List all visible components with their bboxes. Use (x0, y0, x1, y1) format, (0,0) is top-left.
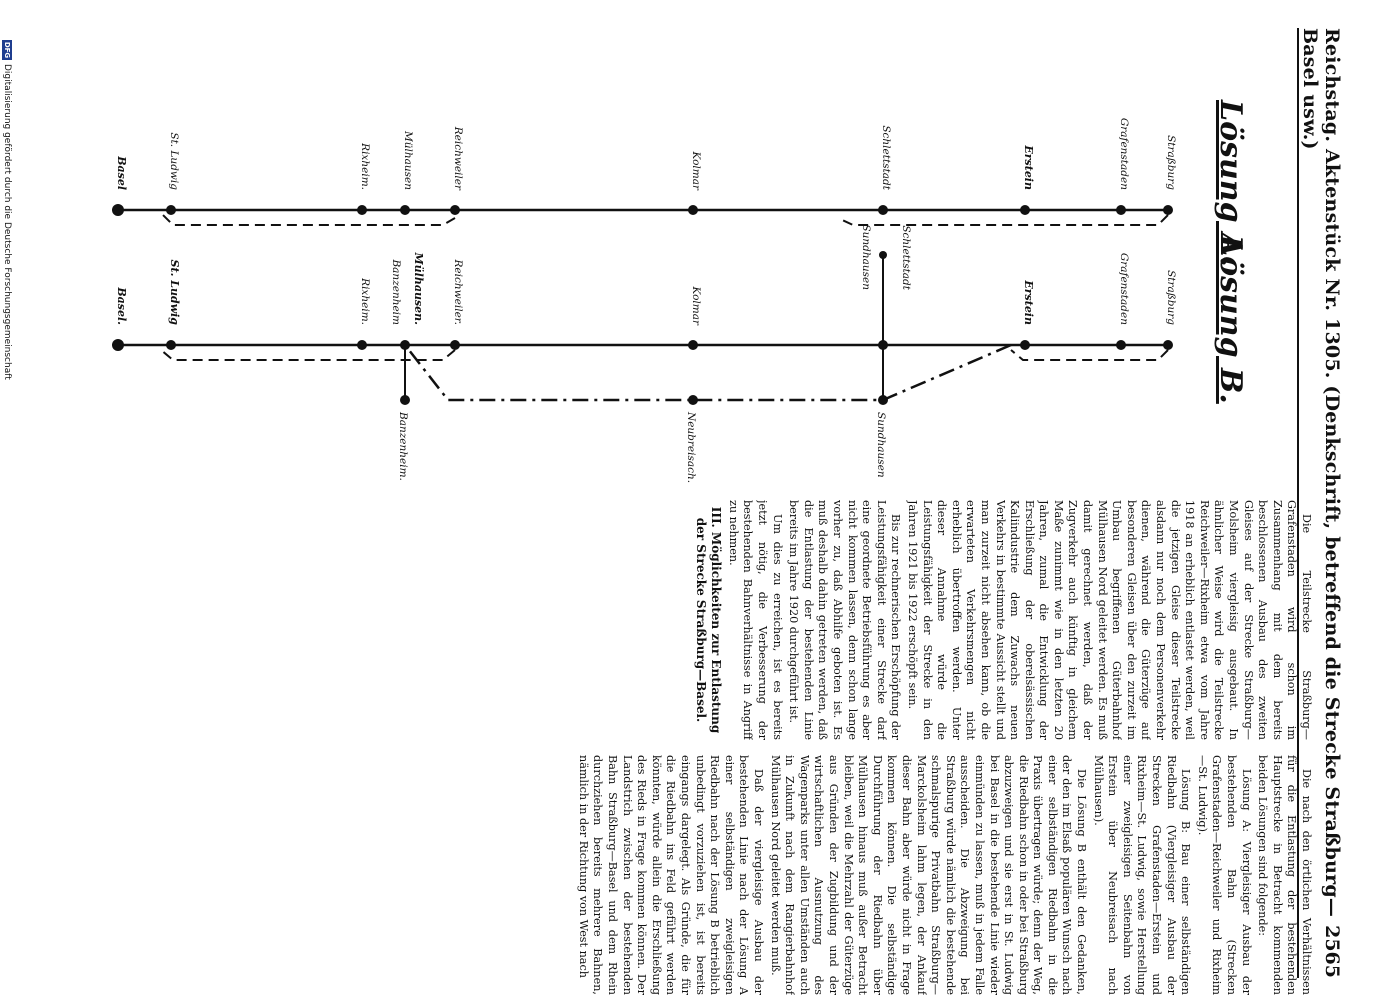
label-b-kolmar: Kolmar (690, 286, 702, 325)
station-b-neubreisach (688, 395, 698, 405)
label-b-schlettstadt: Schlettstadt (900, 225, 912, 290)
label-b-st-ludwig: St. Ludwig (168, 259, 181, 325)
station-b-muelhausen (400, 340, 410, 350)
label-b-basel: Basel. (115, 287, 128, 325)
paragraph: Die Teilstrecke Straßburg—Grafenstaden wird schon im Zusammenhang mit dem bereits beschlossenen Ausbau des zweiten Gleises auf der Strecke Straßburg—Molsheim viergleisig ausgebaut. In ähnlicher Weise wird die Teilstrecke Reichweiler—Rixheim etwa vom Jahre 1918 an erheblich entlastet werden, weil die jetzigen Gleise dieser Teilstrecke alsdann nur noch dem Personenverkehr dienen, während die Güterzüge auf besonderen Gleisen über den zurzeit im Umbau begriffenen Güterbahnhof Mülhausen Nord geleitet werden. Es muß damit gerechnet werden, daß der Zugverkehr auch künftig in gleichem Maße zunimmt wie in den letzten 20 Jahren, zumal die Entwicklung der Erschließung der oberelsässischen Kaliindustrie dem Zuwachs neuen Verkehrs in bestimmte Aussicht stellt und man zurzeit nicht absehen kann, ob die erwarteten Verkehrsmengen nicht erheblich übertroffen werden. Unter dieser Annahme würde die Leistungsfähigkeit der Strecke in den Jahren 1921 bis 1922 erschöpft sein. (905, 500, 1313, 740)
station-a-rixheim (357, 205, 367, 215)
paragraph: Lösung A: Viergleisiger Ausbau der bestehenden Bahn (Strecken Grafenstaden—Reichweiler und Rixheim—St. Ludwig). (1195, 755, 1253, 995)
label-a-grafenstaden: Grafenstaden (1118, 117, 1130, 190)
station-a-schlettstadt (878, 205, 888, 215)
label-a-reichweiler: Reichweiler (452, 126, 464, 190)
label-b-banzenheim: Banzenheim. (397, 412, 409, 481)
solution-b-label: Lösung B. (1213, 235, 1248, 404)
label-b-grafenstaden: Grafenstaden (1118, 252, 1130, 325)
label-a-rixheim: Rixheim. (359, 143, 371, 190)
label-b-strassburg: Straßburg (1165, 270, 1177, 325)
station-a-strassburg (1163, 205, 1173, 215)
paragraph: Um dies zu erreichen, ist es bereits jetzt nötig, die Verbesserung der bestehenden Bahnverhältnisse in Angriff zu nehmen. (726, 500, 784, 740)
station-a-erstein (1020, 205, 1030, 215)
label-a-erstein: Erstein (1022, 145, 1035, 190)
solution-a-label: Lösung A. (1213, 100, 1248, 267)
label-a-strassburg: Straßburg (1165, 135, 1177, 190)
labels-a (115, 118, 1177, 191)
label-b-muelhausen: Mülhausen. (412, 252, 425, 325)
station-a-st-ludwig (166, 205, 176, 215)
station-b-st-ludwig (166, 340, 176, 350)
label-a-kolmar: Kolmar (690, 151, 702, 190)
label-b-sundhausen-small: Sundhausen (860, 224, 872, 290)
station-b-rixheim (357, 340, 367, 350)
paragraph: Bis zur rechnerischen Erschöpfung der Leistungsfähigkeit einer Strecke darf eine geordnete Betriebsführung es aber nicht kommen lassen, denn schon lange vorher zu, daß Abhilfe geboten ist. Es muß deshalb dahin getreten werden, daß die Entlastung der bestehenden Linie bereits im Jahre 1920 durchgeführt ist. (787, 500, 903, 740)
line-b-riedbahn (405, 345, 1011, 400)
label-a-schlettstadt: Schlettstadt (880, 125, 892, 190)
station-b-sundhausen-small (879, 251, 887, 259)
stations-b (112, 251, 1173, 405)
station-b-schlettstadt (878, 340, 888, 350)
paragraph: Die nach den örtlichen Verhältnissen für die Entlastung der bestehenden Hauptstrecke in Betracht kommenden beiden Lösungen sind folgende: (1256, 755, 1313, 995)
station-b-erstein (1020, 340, 1030, 350)
station-b-reichweiler (450, 340, 460, 350)
label-b-neubreisach: Neubreisach. (685, 412, 697, 484)
station-a-grafenstaden (1116, 205, 1126, 215)
label-a-basel: Basel (115, 156, 128, 190)
section-heading: III. Möglichkeiten zur Entlastung der Strecke Straßburg—Basel. (694, 506, 724, 734)
station-a-basel (112, 204, 124, 216)
station-b-sundhausen (878, 395, 888, 405)
station-b-banzenheim (400, 395, 410, 405)
paragraph: Die Lösung B enthält den Gedanken, der den im Elsaß populären Wunsch nach einer selbständigen Riedbahn in die Praxis übertragen würde; denn der Weg, die Riedbahn schon in oder bei Straßburg abzuzweigen und sie erst in St. Ludwig bei Basel in die bestehende Linie wieder einmünden zu lassen, muß in jedem Falle ausscheiden. Die Abzweigung bei Straßburg würde nämlich die bestehende schmalspurige Privatbahn Straßburg—Marckolsheim lahm legen, der Ankauf dieser Bahn aber würde nicht in Frage kommen können. Die selbständige Durchführung der Riedbahn über Mülhausen hinaus muß außer Betracht bleiben, weil die Mehrzahl der Güterzüge aus Gründen der Zugbildung und der wirtschaftlichen Ausnutzung des Wagenparks unter allen Umständen auch in Zukunft nach dem Rangierbahnhof Mülhausen Nord geleitet werden muß. (768, 755, 1089, 995)
paragraph: Lösung B: Bau einer selbständigen Riedbahn (Viergleisiger Ausbau der Strecken Grafenstaden—Erstein und Rixheim—St. Ludwig, sowie Herstellung einer zweigleisigen Seitenbahn von Erstein über Neubreisach nach Mülhausen). (1091, 755, 1193, 995)
dfg-logo-icon: DFG (3, 41, 11, 59)
station-a-reichweiler (450, 205, 460, 215)
text-column-right (63, 755, 1313, 995)
station-b-strassburg (1163, 340, 1173, 350)
paragraph: Daß der viergleisige Ausbau der bestehenden Linie nach der Lösung A einer selbständigen zweigleisigen Riedbahn nach der Lösung B betrieblich unbedingt vorzuziehen ist, ist bereits eingangs dargelegt. Als Gründe, die für die Riedbahn ins Feld geführt werden könnten, würde allein die Erschließung des Rieds in Frage kommen können. Der Landstrich zwischen der bestehenden Bahn Straßburg—Basel und dem Rhein durchziehen bereits mehrere Bahnen, nämlich in der Richtung von West nach (576, 755, 766, 995)
line-a-extra-track-north (838, 215, 1168, 225)
label-b-rixheim: Rixheim. (359, 278, 371, 325)
station-b-kolmar (688, 340, 698, 350)
labels-b (115, 224, 1177, 483)
line-a-extra-track-south (163, 215, 455, 225)
station-b-grafenstaden (1116, 340, 1126, 350)
label-a-muelhausen: Mülhausen (402, 130, 414, 190)
body-text (63, 500, 1313, 995)
label-b-erstein: Erstein (1022, 280, 1035, 325)
digitization-footer (1, 40, 13, 840)
station-b-basel (112, 339, 124, 351)
digitization-note: Digitalisierung gefördert durch die Deutsche Forschungsgemeinschaft (2, 64, 12, 380)
station-a-kolmar (688, 205, 698, 215)
header-title: Reichstag. Aktenstück Nr. 1305. (Denkschrift, betreffend die Strecke Straßburg—Basel usw.) (1299, 28, 1343, 918)
label-b-banzenheim-small: Banzenheim (390, 259, 402, 325)
label-a-st-ludwig: St. Ludwig (168, 132, 180, 190)
line-b-extra-track-north (1011, 350, 1168, 360)
label-b-reichweiler: Reichweiler. (452, 259, 464, 325)
label-b-sundhausen: Sundhausen (875, 412, 887, 478)
station-a-muelhausen (400, 205, 410, 215)
text-column-left (63, 500, 1313, 740)
page-number: 2565 (1321, 925, 1343, 978)
